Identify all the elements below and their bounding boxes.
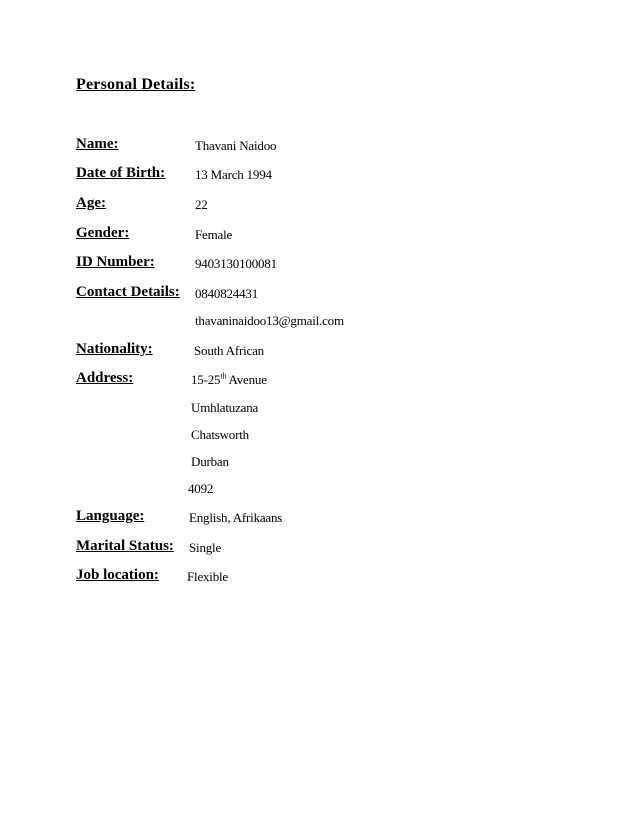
address-line1-prefix: 15-25 bbox=[191, 372, 221, 387]
label-contact-details: Contact Details: bbox=[76, 284, 180, 300]
value-address-line4: Durban bbox=[191, 454, 229, 469]
label-job-location: Job location: bbox=[76, 567, 159, 583]
label-id-number: ID Number: bbox=[76, 254, 155, 270]
label-language: Language: bbox=[76, 508, 145, 524]
value-id-number: 9403130100081 bbox=[195, 256, 277, 271]
label-dob: Date of Birth: bbox=[76, 165, 166, 181]
value-name: Thavani Naidoo bbox=[195, 138, 277, 153]
value-nationality: South African bbox=[194, 343, 264, 358]
value-address-line2: Umhlatuzana bbox=[191, 400, 259, 415]
value-address-line1 bbox=[191, 372, 267, 388]
label-name: Name: bbox=[76, 136, 119, 152]
value-address-line5: 4092 bbox=[188, 481, 214, 496]
value-phone: 0840824431 bbox=[195, 286, 259, 301]
value-job-location: Flexible bbox=[187, 569, 229, 584]
label-nationality: Nationality: bbox=[76, 341, 153, 357]
value-email: thavaninaidoo13@gmail.com bbox=[195, 313, 344, 328]
section-title: Personal Details: bbox=[76, 76, 196, 93]
value-dob: 13 March 1994 bbox=[195, 167, 272, 182]
label-address: Address: bbox=[76, 370, 134, 386]
address-line1-superscript: th bbox=[220, 371, 227, 381]
address-line1-suffix: Avenue bbox=[226, 372, 267, 387]
label-marital-status: Marital Status: bbox=[76, 538, 174, 554]
value-marital-status: Single bbox=[189, 540, 222, 555]
value-age: 22 bbox=[195, 197, 208, 212]
value-address-line3: Chatsworth bbox=[191, 427, 249, 442]
label-age: Age: bbox=[76, 195, 106, 211]
value-gender: Female bbox=[195, 227, 233, 242]
label-gender: Gender: bbox=[76, 225, 130, 241]
value-language: English, Afrikaans bbox=[189, 510, 283, 525]
